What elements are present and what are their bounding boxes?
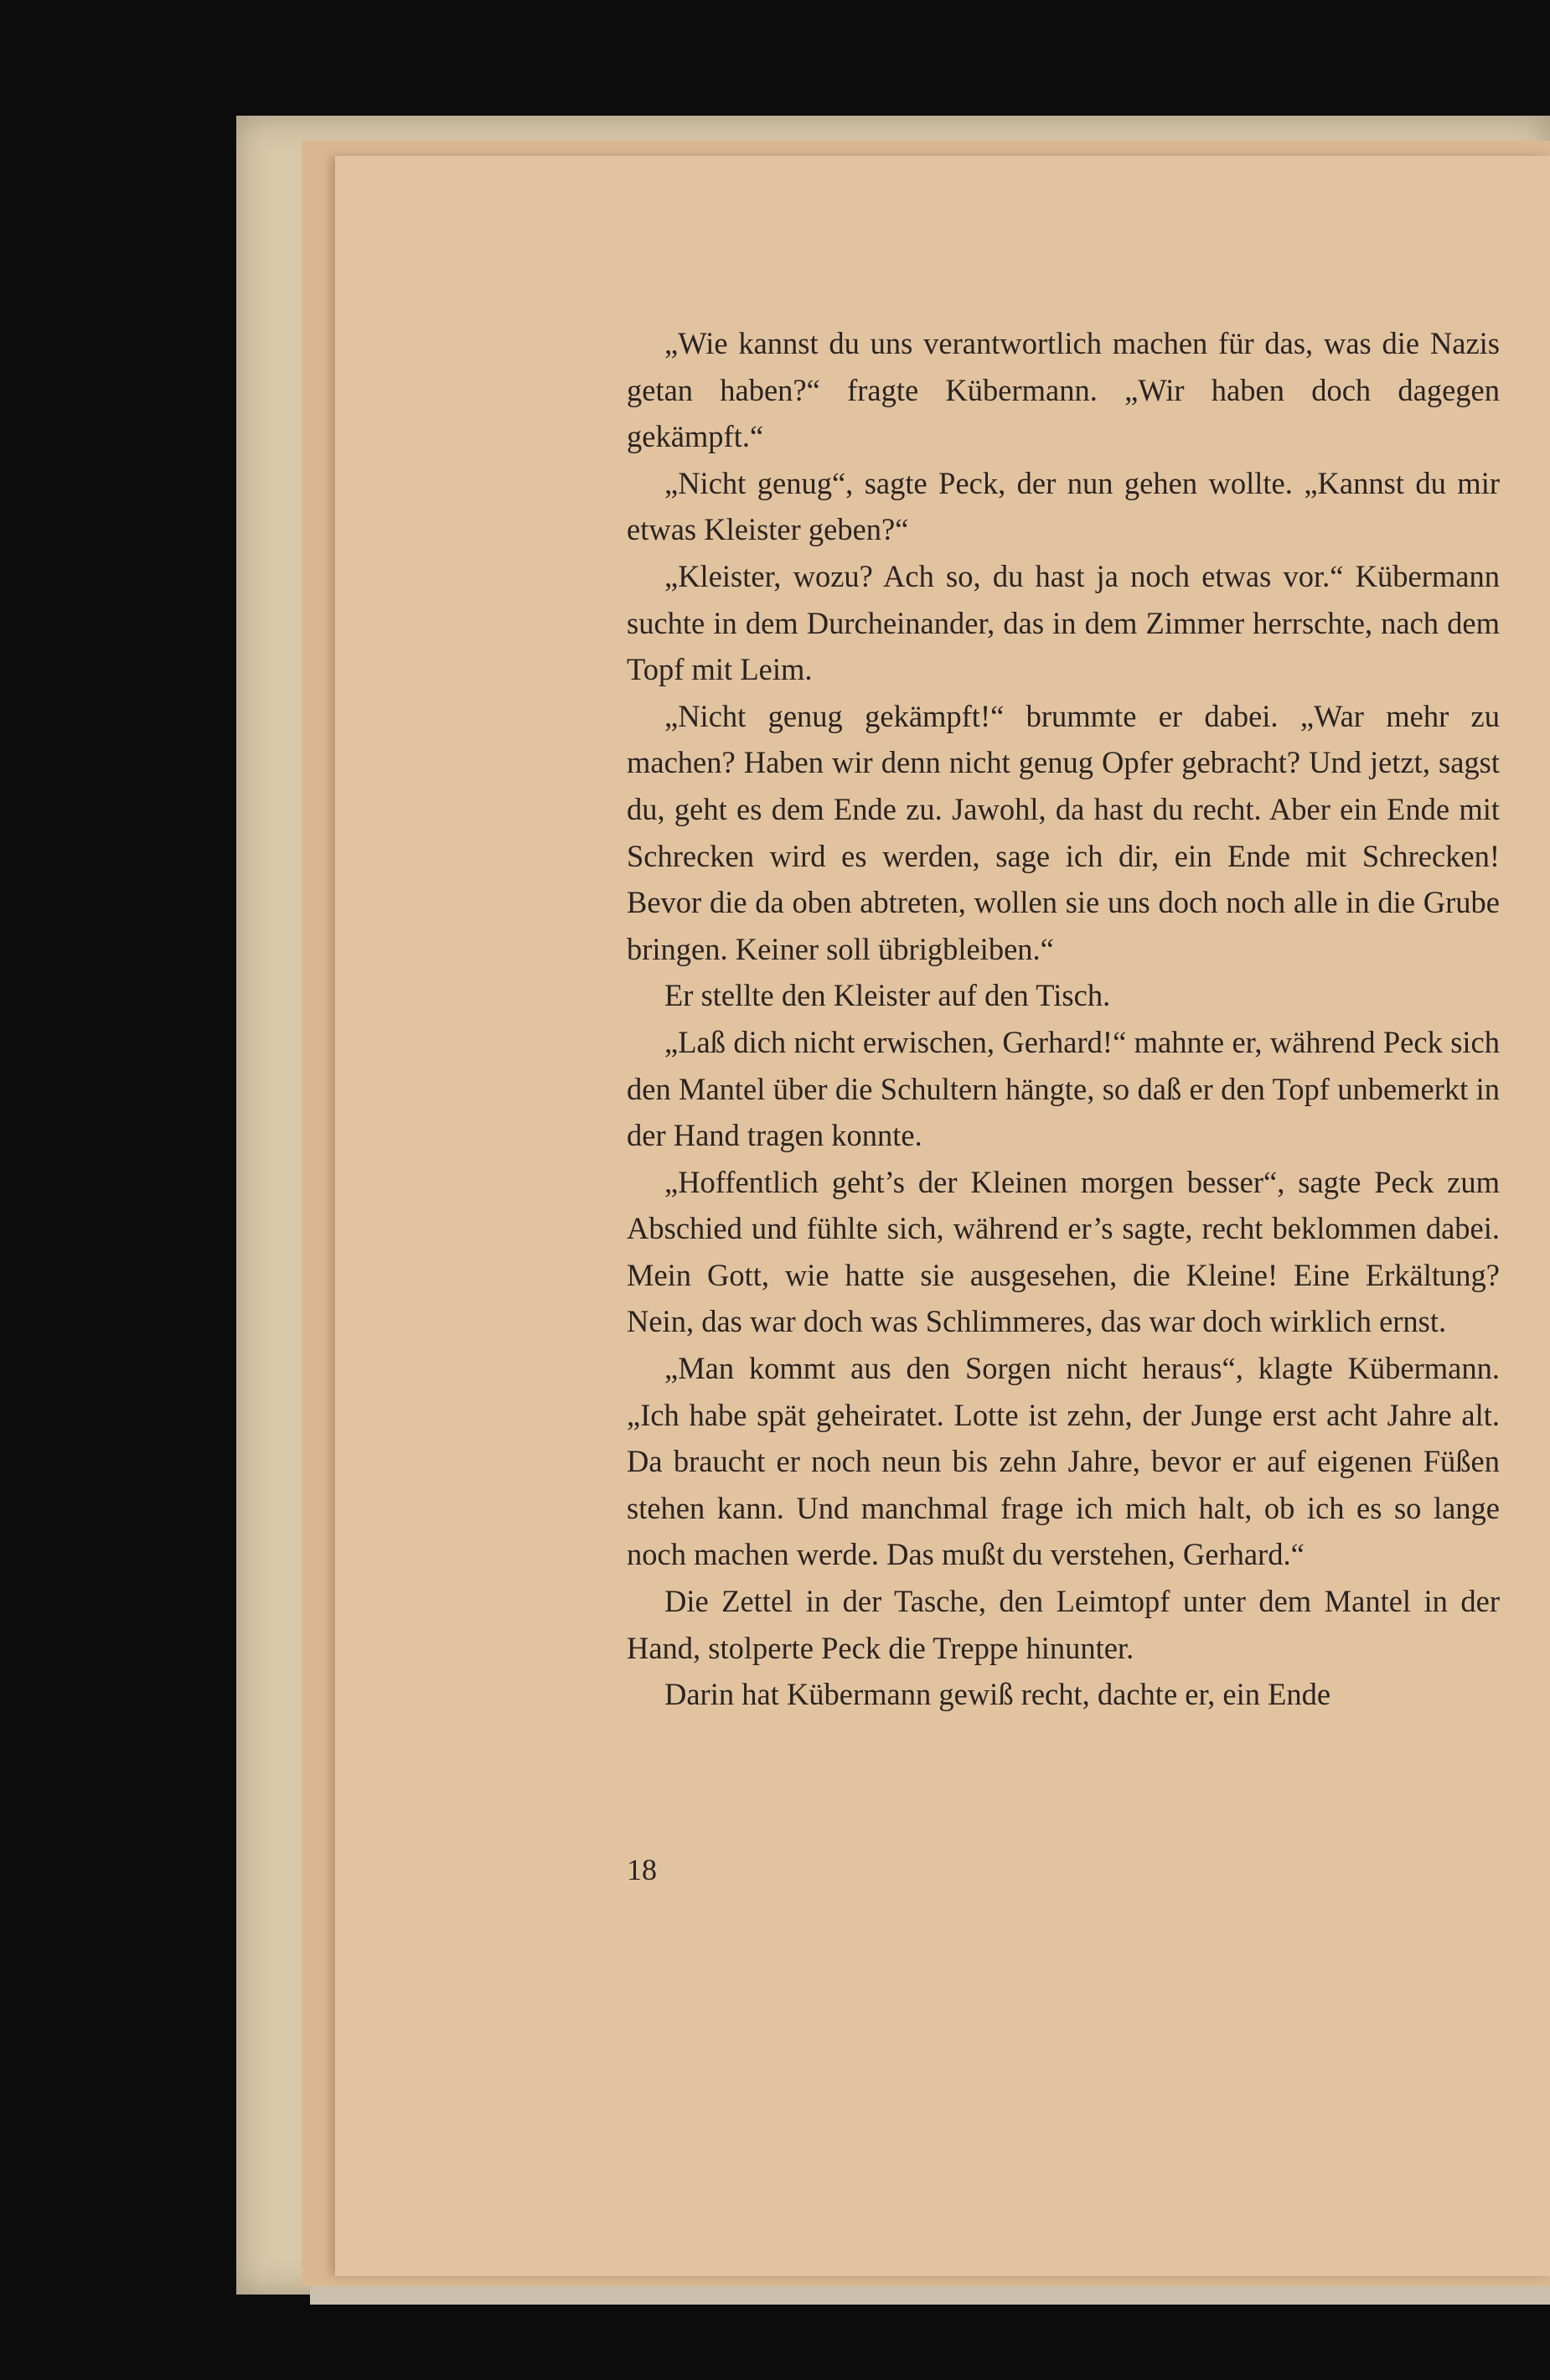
paragraph: Er stellte den Kleister auf den Tisch. bbox=[664, 978, 1111, 1013]
paragraph: „Wie kannst du uns verantwortlich machen für das, was die Nazis getan haben?“ fragte Kübermann. „Wir haben doch dagegen gekämpft.“ bbox=[627, 326, 1500, 454]
paragraph: „Kleister, wozu? Ach so, du hast ja noch etwas vor.“ Kübermann suchte in dem Durcheinander, das in dem Zimmer herrschte, nach dem Topf mit Leim. bbox=[627, 558, 1500, 687]
page-number: 18 bbox=[627, 1853, 657, 1886]
paragraph: „Hoffentlich geht’s der Kleinen morgen besser“, sagte Peck zum Abschied und fühlte sich, während er’s sagte, recht beklommen dabei. Mein Gott, wie hatte sie ausgesehen, die Kleine! Eine Erkältung? Nein, das war doch was Schlimmeres, das war doch wirklich ernst. bbox=[627, 1164, 1500, 1339]
page-text bbox=[627, 320, 1500, 1718]
paragraph: Darin hat Kübermann gewiß recht, dachte er, ein Ende bbox=[664, 1677, 1331, 1712]
paragraph: „Nicht genug“, sagte Peck, der nun gehen wollte. „Kannst du mir etwas Kleister geben?“ bbox=[627, 465, 1500, 547]
paragraph: „Man kommt aus den Sorgen nicht heraus“, klagte Kübermann. „Ich habe spät geheiratet. Lotte ist zehn, der Junge erst acht Jahre alt. Da braucht er noch neun bis zehn Jahre, bevor er auf eigenen Füßen stehen kann. Und manchmal frage ich mich halt, ob ich es so lange noch machen werde. Das mußt du verstehen, Gerhard.“ bbox=[627, 1351, 1500, 1572]
paragraph: „Nicht genug gekämpft!“ brummte er dabei. „War mehr zu machen? Haben wir denn nicht genug Opfer gebracht? Und jetzt, sagst du, geht es dem Ende zu. Jawohl, da hast du recht. Aber ein Ende mit Schrecken wird es werden, sage ich dir, ein Ende mit Schrecken! Bevor die da oben abtreten, wollen sie uns doch noch alle in die Grube bringen. Keiner soll übrigbleiben.“ bbox=[627, 698, 1500, 966]
paragraph: „Laß dich nicht erwischen, Gerhard!“ mahnte er, während Peck sich den Mantel über die Schultern hängte, so daß er den Topf unbemerkt in der Hand tragen konnte. bbox=[627, 1024, 1500, 1153]
paragraph: Die Zettel in der Tasche, den Leimtopf unter dem Mantel in der Hand, stolperte Peck die Treppe hinunter. bbox=[627, 1584, 1500, 1665]
